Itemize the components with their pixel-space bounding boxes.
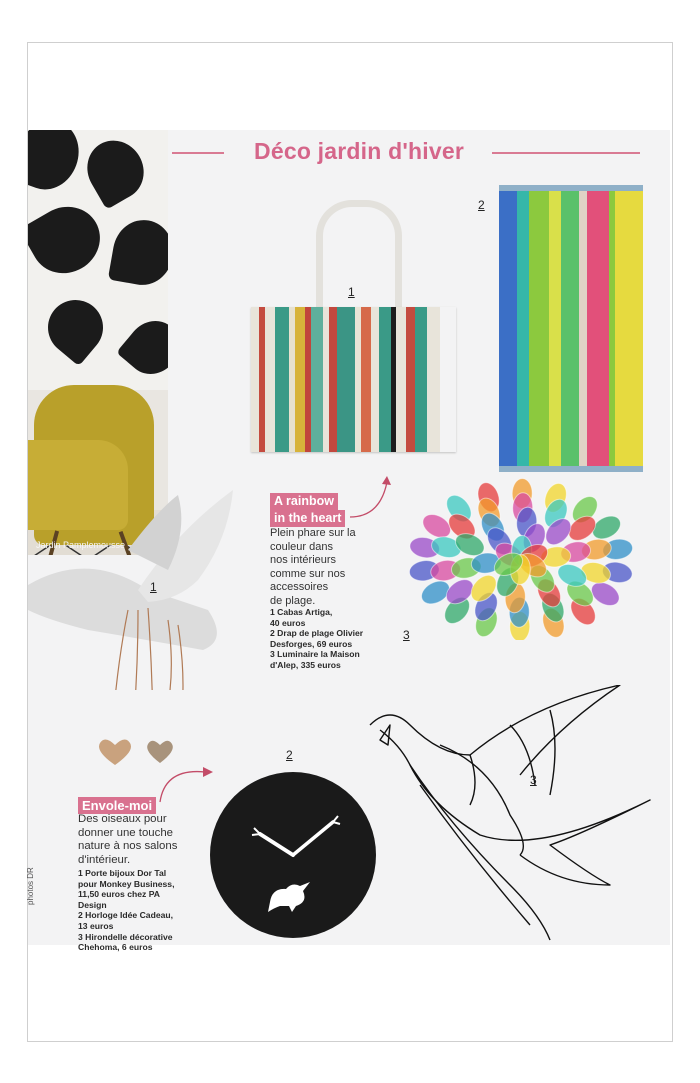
arrow-icon (155, 760, 215, 805)
arrow-icon (345, 472, 395, 522)
wire-swallow (360, 685, 660, 945)
envole-body: Des oiseaux pour donner une touche nature à nos salons d'intérieur. (78, 813, 178, 866)
clock-number: 2 (286, 748, 293, 762)
photo-credit: photos DR (26, 867, 35, 905)
bird-clock (210, 772, 376, 938)
envole-items: 1 Porte bijoux Dor Tal pour Monkey Business, 11,50 euros chez PA Design 2 Horloge Idée Cadeau, 13 euros 3 Hirondelle décorative Chehoma, 6 euros (78, 868, 175, 953)
striped-tote-bag (251, 307, 456, 452)
luminaire-number: 3 (403, 628, 410, 642)
envole-tag: Envole-moi (78, 797, 156, 814)
title-rule-right (492, 152, 640, 154)
rainbow-tag-line2: in the heart (270, 510, 345, 527)
glass-luminaire (402, 475, 640, 640)
photo-caption: Jardin Pamplemousse (36, 540, 126, 550)
jewel-number: 1 (150, 580, 157, 594)
rainbow-body: Plein phare sur la couleur dans nos intérieurs comme sur nos accessoires de plage. (270, 527, 356, 607)
towel-number: 2 (478, 198, 485, 212)
swallow-number: 3 (530, 773, 537, 787)
page-title: Déco jardin d'hiver (254, 138, 464, 164)
rainbow-tag-line1: A rainbow (270, 493, 338, 510)
clock-hands-icon (210, 772, 376, 938)
beach-towel (499, 185, 643, 472)
bag-number: 1 (348, 285, 355, 299)
title-rule-left (172, 152, 224, 154)
bird-jewellery-holder (28, 490, 248, 690)
rainbow-items: 1 Cabas Artiga, 40 euros 2 Drap de plage Olivier Desforges, 69 euros 3 Luminaire la Maison d'Alep, 335 euros (270, 607, 364, 670)
